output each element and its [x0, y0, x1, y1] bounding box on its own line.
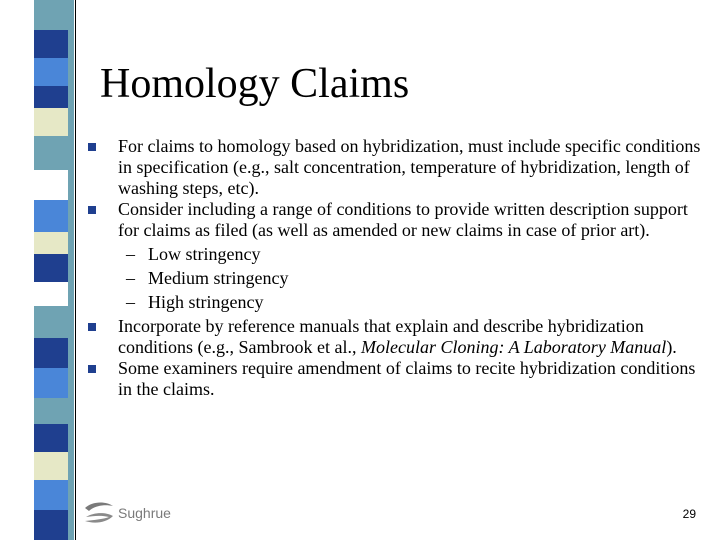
- bullet-text-part: Incorporate by reference manuals that explain and describe hybridization conditions (e.g., Sambrook et al.,: [118, 316, 644, 357]
- bullet-text: [118, 316, 677, 357]
- bullet-text: Some examiners require amendment of claims to recite hybridization conditions in the claims.: [118, 358, 696, 399]
- square-bullet-icon: [88, 365, 96, 373]
- bullet-text: Consider including a range of conditions to provide written description support for claims as filed (as well as amended or new claims in case of prior art).: [118, 199, 688, 240]
- decorative-side-stripe: [0, 0, 80, 540]
- divider-line: [75, 0, 76, 540]
- sub-list-item: [88, 268, 708, 289]
- swoosh-icon: [82, 500, 116, 526]
- slide-body: [88, 136, 708, 400]
- dash-bullet: –: [126, 244, 135, 264]
- book-title: Molecular Cloning: A Laboratory Manual: [360, 337, 667, 357]
- square-bullet-icon: [88, 323, 96, 331]
- bullet-text-part: ).: [666, 337, 677, 357]
- sub-bullet-text: Medium stringency: [148, 268, 289, 288]
- dash-bullet: –: [126, 268, 135, 288]
- bullet-text: For claims to homology based on hybridization, must include specific conditions in specification (e.g., salt concentration, temperature of hybridization, length of washing steps, etc).: [118, 136, 701, 198]
- square-bullet-icon: [88, 143, 96, 151]
- sub-list-item: [88, 244, 708, 265]
- dash-bullet: –: [126, 292, 135, 312]
- list-item: [88, 136, 708, 199]
- page-number: 29: [682, 507, 696, 521]
- sub-bullet-text: Low stringency: [148, 244, 261, 264]
- sub-list-item: [88, 292, 708, 313]
- logo-text: Sughrue: [118, 505, 171, 521]
- company-logo: [82, 500, 182, 530]
- square-bullet-icon: [88, 206, 96, 214]
- list-item: [88, 199, 708, 241]
- list-item: [88, 358, 708, 400]
- slide-title: Homology Claims: [100, 61, 410, 107]
- sub-bullet-text: High stringency: [148, 292, 264, 312]
- list-item: [88, 316, 708, 358]
